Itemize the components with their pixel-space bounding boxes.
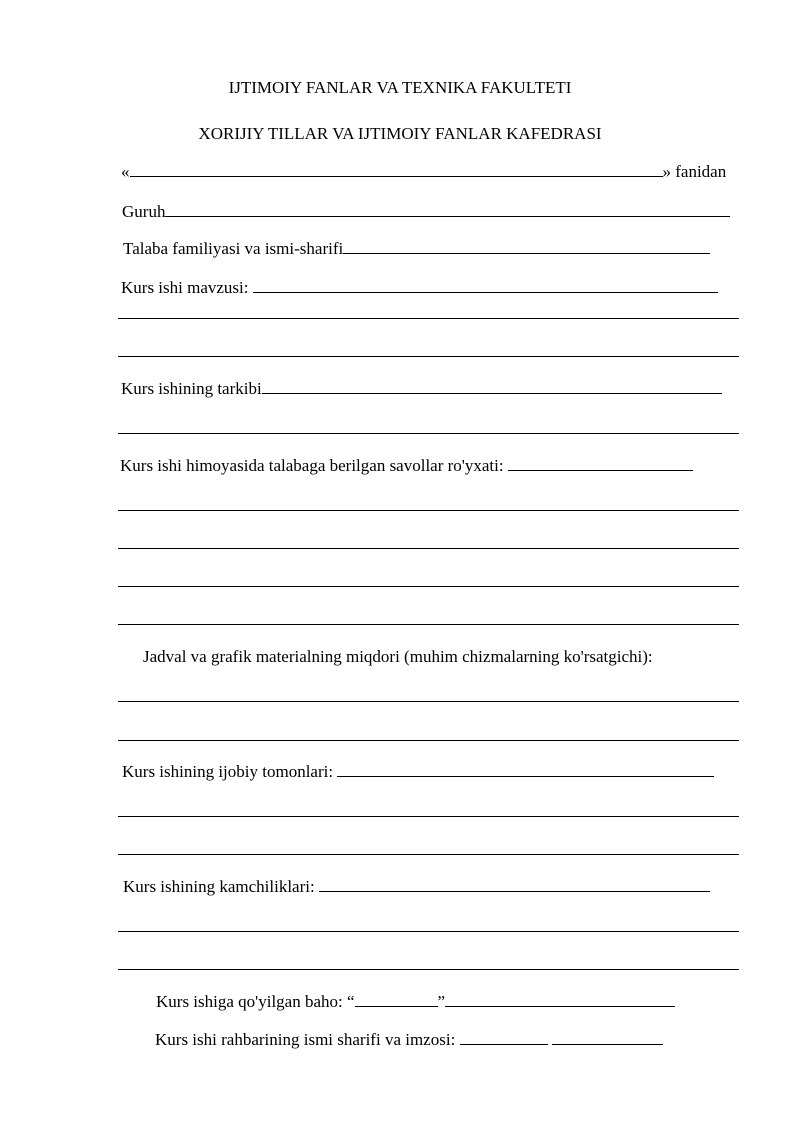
shortcomings-extra-line-1[interactable] xyxy=(118,931,739,932)
supervisor-label: Kurs ishi rahbarining ismi sharifi va imzosi: xyxy=(155,1030,456,1049)
supervisor-name-blank[interactable] xyxy=(460,1029,548,1045)
supervisor-line xyxy=(155,1029,663,1050)
questions-label: Kurs ishi himoyasida talabaga berilgan savollar ro'yxati: xyxy=(120,456,504,475)
positives-line xyxy=(122,761,714,782)
subject-blank[interactable] xyxy=(130,161,663,177)
department-heading: XORIJIY TILLAR VA IJTIMOIY FANLAR KAFEDRASI xyxy=(198,124,602,143)
materials-label: Jadval va grafik materialning miqdori (muhim chizmalarning ko'rsatgichi): xyxy=(143,647,653,666)
topic-label: Kurs ishi mavzusi: xyxy=(121,278,249,297)
positives-blank[interactable] xyxy=(337,761,714,777)
topic-extra-line-1[interactable] xyxy=(118,318,739,319)
shortcomings-label: Kurs ishining kamchiliklari: xyxy=(123,877,315,896)
materials-line-1[interactable] xyxy=(118,701,739,702)
grade-close-quote: ” xyxy=(437,992,446,1011)
subject-open-quote: « xyxy=(121,162,130,181)
group-label: Guruh xyxy=(122,202,166,221)
structure-blank[interactable] xyxy=(262,378,722,394)
shortcomings-line xyxy=(123,876,710,897)
positives-extra-line-1[interactable] xyxy=(118,816,739,817)
grade-line xyxy=(156,991,675,1012)
grade-label: Kurs ishiga qo'yilgan baho: “ xyxy=(156,992,355,1011)
structure-label: Kurs ishining tarkibi xyxy=(121,379,262,398)
topic-line xyxy=(121,277,718,298)
questions-extra-line-3[interactable] xyxy=(118,586,739,587)
faculty-heading: IJTIMOIY FANLAR VA TEXNIKA FAKULTETI xyxy=(228,78,572,97)
materials-line-2[interactable] xyxy=(118,740,739,741)
questions-blank[interactable] xyxy=(508,455,693,471)
group-blank[interactable] xyxy=(165,201,730,217)
questions-extra-line-4[interactable] xyxy=(118,624,739,625)
shortcomings-blank[interactable] xyxy=(319,876,710,892)
student-line xyxy=(123,238,710,259)
questions-extra-line-2[interactable] xyxy=(118,548,739,549)
questions-line xyxy=(120,455,693,476)
student-label: Talaba familiyasi va ismi-sharifi xyxy=(123,239,344,258)
subject-line xyxy=(121,161,726,182)
questions-extra-line-1[interactable] xyxy=(118,510,739,511)
structure-line xyxy=(121,378,722,399)
positives-label: Kurs ishining ijobiy tomonlari: xyxy=(122,762,334,781)
student-blank[interactable] xyxy=(343,238,710,254)
supervisor-signature-blank[interactable] xyxy=(552,1029,663,1045)
topic-blank[interactable] xyxy=(253,277,718,293)
shortcomings-extra-line-2[interactable] xyxy=(118,969,739,970)
structure-extra-line[interactable] xyxy=(118,433,739,434)
grade-blank[interactable] xyxy=(355,991,438,1007)
topic-extra-line-2[interactable] xyxy=(118,356,739,357)
positives-extra-line-2[interactable] xyxy=(118,854,739,855)
grade-words-blank[interactable] xyxy=(445,991,675,1007)
subject-suffix: » fanidan xyxy=(662,162,727,181)
group-line xyxy=(122,201,730,222)
